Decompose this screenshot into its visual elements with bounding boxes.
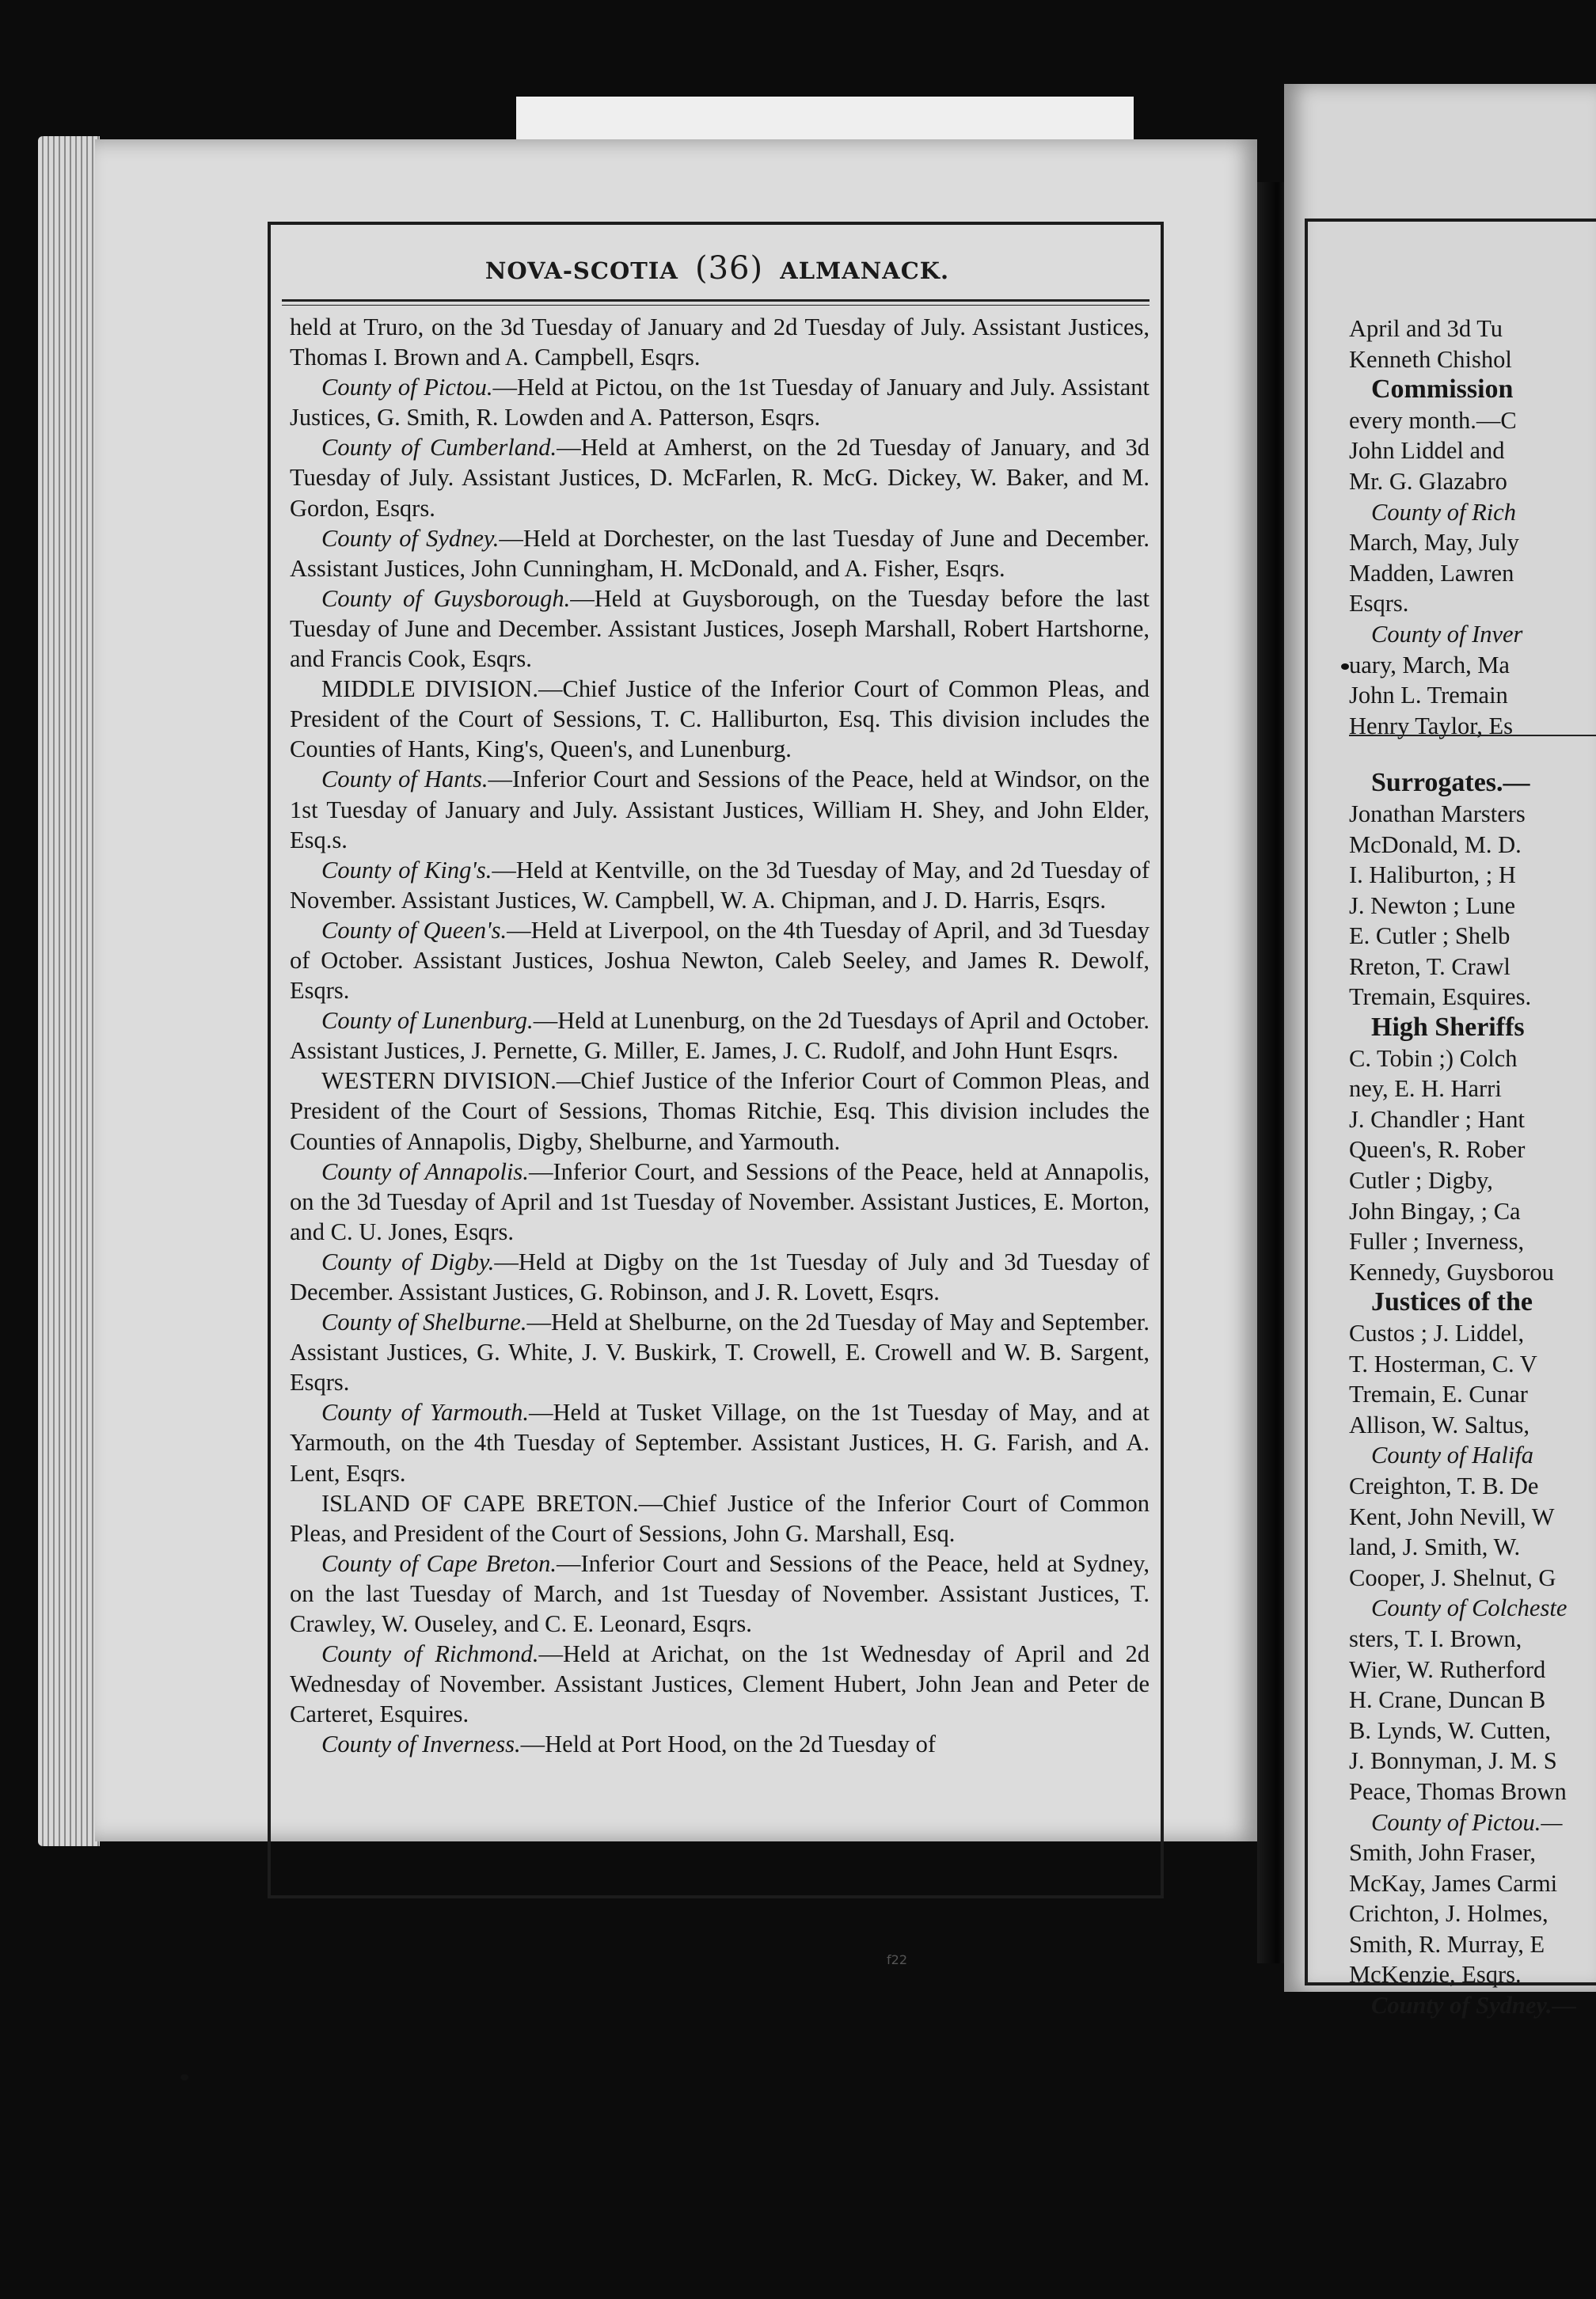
page-edges xyxy=(38,136,100,1846)
county-heading: County of Sydney. xyxy=(321,524,500,552)
county-heading: County of Queen's. xyxy=(321,916,507,944)
text-line: Jonathan Marsters xyxy=(1349,800,1526,827)
text-line: Mr. G. Glazabro xyxy=(1349,467,1507,495)
running-head xyxy=(285,250,1150,287)
county-heading: County of Cumberland. xyxy=(321,434,557,462)
text-line: Fuller ; Inverness, xyxy=(1349,1228,1525,1256)
paragraph: County of Yarmouth.—Held at Tusket Village, on the 1st Tuesday of May, and at Yarmouth, on the 4th Tuesday of September. Assistant Justices, H. G. Farish, and A. Lent, Esqrs. xyxy=(290,1399,1150,1487)
county-line: County of Halifa xyxy=(1371,1442,1534,1469)
text-line: Tremain, Esquires. xyxy=(1349,983,1532,1011)
text-line: ney, E. H. Harri xyxy=(1349,1075,1502,1103)
text-line: Wier, W. Rutherford xyxy=(1349,1655,1546,1683)
county-heading: County of Yarmouth. xyxy=(321,1399,530,1427)
paragraph: held at Truro, on the 3d Tuesday of January and 2d Tuesday of July. Assistant Justices, Thomas I. Brown and A. Campbell, Esqrs. xyxy=(290,314,1150,371)
text-line: Cutler ; Digby, xyxy=(1349,1167,1493,1195)
text-line: Queen's, R. Rober xyxy=(1349,1136,1526,1164)
text-line: Tremain, E. Cunar xyxy=(1349,1381,1528,1408)
county-heading: County of Inverness. xyxy=(321,1731,521,1758)
section-heading: Justices of the xyxy=(1371,1287,1533,1317)
county-heading: County of Pictou. xyxy=(321,374,493,401)
folio-mark: f22 xyxy=(887,1952,907,1967)
right-body-text xyxy=(1349,314,1596,2021)
text-line: Kenneth Chishol xyxy=(1349,345,1512,373)
text-line: J. Chandler ; Hant xyxy=(1349,1105,1525,1133)
ink-speck xyxy=(1341,663,1349,670)
left-body-text xyxy=(290,312,1150,1760)
county-line: County of Sydney.— xyxy=(1371,1992,1576,2020)
page-number: (36) xyxy=(694,250,764,287)
paragraph: County of Inverness.—Held at Port Hood, on the 2d Tuesday of xyxy=(321,1731,937,1758)
county-heading: County of Cape Breton. xyxy=(321,1549,557,1577)
county-heading: County of Shelburne. xyxy=(321,1309,527,1336)
text-line: sters, T. I. Brown, xyxy=(1349,1624,1522,1652)
section-heading: High Sheriffs xyxy=(1371,1013,1525,1043)
text-line: Allison, W. Saltus, xyxy=(1349,1411,1530,1438)
header-title-left: NOVA-SCOTIA xyxy=(484,257,678,284)
division-heading: MIDDLE DIVISION. xyxy=(321,675,539,703)
text-line: C. Tobin ;) Colch xyxy=(1349,1044,1518,1072)
paragraph: County of Queen's.—Held at Liverpool, on the 4th Tuesday of April, and 3d Tuesday of October. Assistant Justices, Joshua Newton, Caleb Seeley, and James R. Dewolf, Esqrs. xyxy=(290,916,1150,1005)
text-line: H. Crane, Duncan B xyxy=(1349,1686,1546,1714)
county-line: County of Pictou.— xyxy=(1371,1808,1563,1836)
county-heading: County of Richmond. xyxy=(321,1640,539,1668)
section-heading: Commission xyxy=(1371,374,1514,405)
paragraph: ISLAND OF CAPE BRETON.—Chief Justice of the Inferior Court of Common Pleas, and President of the Court of Sessions, John G. Marshall, Esq. xyxy=(290,1489,1150,1547)
ink-speck xyxy=(180,2074,188,2080)
county-heading: County of Digby. xyxy=(321,1248,495,1275)
paragraph: County of Digby.—Held at Digby on the 1st Tuesday of July and 3d Tuesday of December. Assistant Justices, G. Robinson, and J. R. Lovett, Esqrs. xyxy=(290,1248,1150,1305)
text-line: McDonald, M. D. xyxy=(1349,830,1522,858)
text-line: B. Lynds, W. Cutten, xyxy=(1349,1716,1552,1744)
text-line: Smith, R. Murray, E xyxy=(1349,1930,1545,1958)
text-line: Smith, John Fraser, xyxy=(1349,1839,1537,1867)
header-double-rule xyxy=(282,299,1150,306)
text-line: I. Haliburton, ; H xyxy=(1349,861,1516,889)
paragraph: County of Lunenburg.—Held at Lunenburg, on the 2d Tuesdays of April and October. Assistant Justices, J. Pernette, G. Miller, E. James, J. C. Rudolf, and John Hunt Esqrs. xyxy=(290,1007,1150,1065)
paragraph: County of Cumberland.—Held at Amherst, on the 2d Tuesday of January, and 3d Tuesday of July. Assistant Justices, D. McFarlen, R. McG. Dickey, W. Baker, and M. Gordon, Esqrs. xyxy=(290,434,1150,522)
text-line: John Bingay, ; Ca xyxy=(1349,1197,1521,1225)
text-line: John Liddel and xyxy=(1349,437,1505,465)
text-line: Crichton, J. Holmes, xyxy=(1349,1900,1548,1928)
county-line: County of Colcheste xyxy=(1371,1594,1568,1622)
division-heading: ISLAND OF CAPE BRETON. xyxy=(321,1489,639,1517)
paragraph: County of Hants.—Inferior Court and Sessions of the Peace, held at Windsor, on the 1st Tuesday of January and July. Assistant Justices, William H. Shey, and John Elder, Esq.s. xyxy=(290,766,1150,853)
division-heading: WESTERN DIVISION. xyxy=(321,1067,557,1095)
county-heading: County of Lunenburg. xyxy=(321,1007,534,1035)
county-heading: County of Hants. xyxy=(321,766,488,793)
paragraph: County of Shelburne.—Held at Shelburne, on the 2d Tuesday of May and September. Assistant Justices, G. White, J. V. Buskirk, T. Crowell, E. Crowell and W. B. Sargent, Esqrs. xyxy=(290,1309,1150,1396)
county-heading: County of King's. xyxy=(321,856,492,884)
text-line: March, May, July xyxy=(1349,529,1519,557)
text-line: John L. Tremain xyxy=(1349,682,1508,709)
text-line: Peace, Thomas Brown xyxy=(1349,1777,1567,1805)
text-line: every month.—C xyxy=(1349,406,1517,434)
county-line: County of Rich xyxy=(1371,498,1516,526)
paragraph: County of Annapolis.—Inferior Court, and Sessions of the Peace, held at Annapolis, on the 3d Tuesday of April and 1st Tuesday of November. Assistant Justices, E. Morton, and C. U. Jones, Esqrs. xyxy=(290,1157,1150,1245)
text-line: Henry Taylor, Es xyxy=(1349,712,1513,739)
text-line: McKenzie, Esqrs. xyxy=(1349,1961,1522,1989)
text-line: Custos ; J. Liddel, xyxy=(1349,1320,1525,1347)
text-line: April and 3d Tu xyxy=(1349,315,1503,342)
county-heading: County of Annapolis. xyxy=(321,1157,529,1185)
paragraph: County of King's.—Held at Kentville, on the 3d Tuesday of May, and 2d Tuesday of November. Assistant Justices, W. Campbell, W. A. Chipman, and J. D. Harris, Esqrs. xyxy=(290,856,1150,914)
text-line: Kent, John Nevill, W xyxy=(1349,1503,1555,1530)
text-line: Cooper, J. Shelnut, G xyxy=(1349,1564,1556,1591)
county-heading: County of Guysborough. xyxy=(321,584,571,612)
text-line: Rreton, T. Crawl xyxy=(1349,952,1510,980)
text-line: land, J. Smith, W. xyxy=(1349,1533,1521,1561)
text-line: J. Newton ; Lune xyxy=(1349,891,1516,919)
right-section-rule xyxy=(1349,735,1596,736)
text-line: Creighton, T. B. De xyxy=(1349,1472,1539,1499)
paragraph: County of Richmond.—Held at Arichat, on the 1st Wednesday of April and 2d Wednesday of November. Assistant Justices, Clement Hubert, John Jean and Peter de Carteret, Esquires. xyxy=(290,1640,1150,1728)
text-line: McKay, James Carmi xyxy=(1349,1869,1558,1897)
section-heading: Surrogates.— xyxy=(1371,768,1530,798)
text-line: E. Cutler ; Shelb xyxy=(1349,922,1510,950)
text-line: Kennedy, Guysborou xyxy=(1349,1258,1554,1286)
paragraph: County of Guysborough.—Held at Guysborough, on the Tuesday before the last Tuesday of June and December. Assistant Justices, Joseph Marshall, Robert Hartshorne, and Francis Cook, Esqrs. xyxy=(290,584,1150,673)
header-title-right: ALMANACK. xyxy=(780,257,950,284)
paragraph: MIDDLE DIVISION.—Chief Justice of the Inferior Court of Common Pleas, and President of the Court of Sessions, T. C. Halliburton, Esq. This division includes the Counties of Hants, King's, Queen's, and Lunenburg. xyxy=(290,675,1150,763)
text-line: T. Hosterman, C. V xyxy=(1349,1350,1537,1378)
text-line: uary, March, Ma xyxy=(1349,651,1510,678)
text-line: Esqrs. xyxy=(1349,590,1409,618)
paragraph: County of Pictou.—Held at Pictou, on the 1st Tuesday of January and July. Assistant Justices, G. Smith, R. Lowden and A. Patterson, Esqrs. xyxy=(290,374,1150,431)
text-line: J. Bonnyman, J. M. S xyxy=(1349,1747,1557,1775)
text-line: Madden, Lawren xyxy=(1349,559,1514,587)
paragraph: WESTERN DIVISION.—Chief Justice of the Inferior Court of Common Pleas, and President of the Court of Sessions, Thomas Ritchie, Esq. This division includes the Counties of Annapolis, Digby, Shelburne, and Yarmouth. xyxy=(290,1067,1150,1155)
paragraph: County of Cape Breton.—Inferior Court and Sessions of the Peace, held at Sydney, on the last Tuesday of March, and 1st Tuesday of November. Assistant Justices, T. Crawley, W. Ouseley, and C. E. Leonard, Esqrs. xyxy=(290,1549,1150,1638)
paragraph: County of Sydney.—Held at Dorchester, on the last Tuesday of June and December. Assistant Justices, John Cunningham, H. McDonald, and A. Fisher, Esqrs. xyxy=(290,524,1150,582)
county-line: County of Inver xyxy=(1371,620,1523,648)
